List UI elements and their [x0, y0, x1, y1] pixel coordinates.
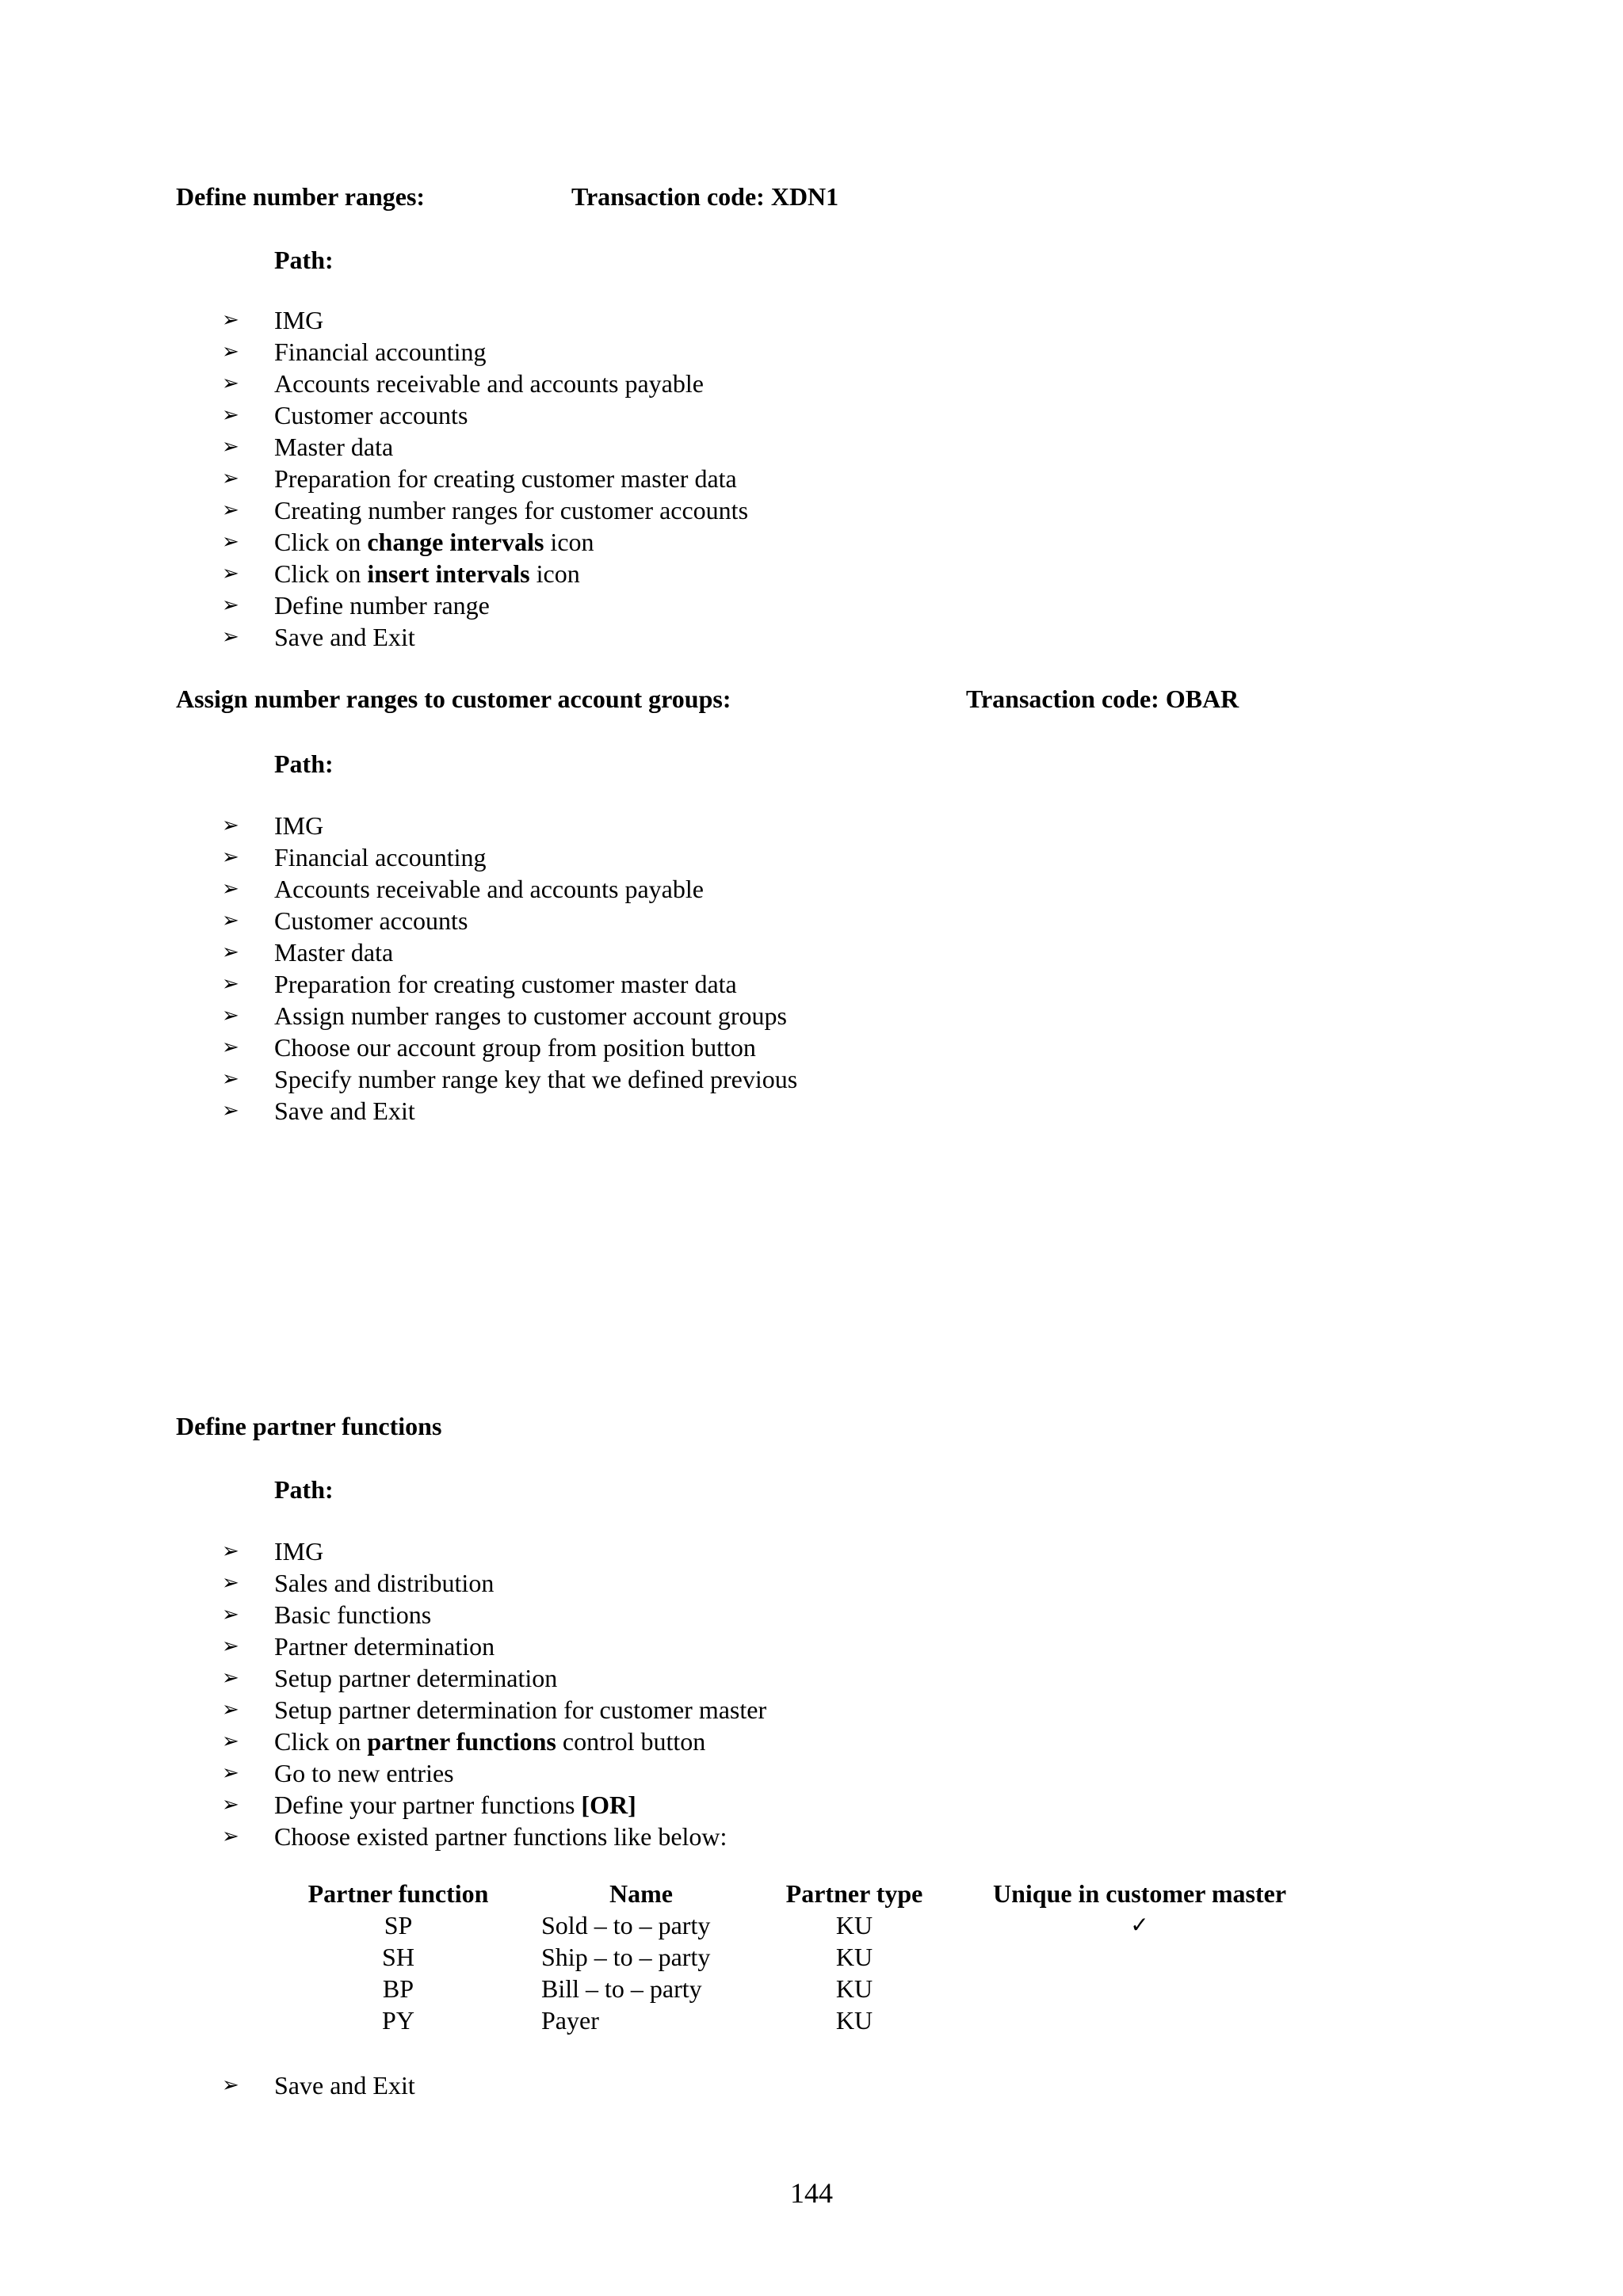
arrow-bullet-icon: ➢ [222, 372, 239, 395]
page-number: 144 [790, 2177, 833, 2209]
step-text-part: Setup partner determination [274, 1664, 558, 1692]
list-item [222, 1032, 797, 1063]
arrow-bullet-icon: ➢ [222, 530, 239, 554]
step-text [274, 589, 490, 621]
list-item [222, 463, 748, 494]
step-text-part: Define your partner functions [274, 1791, 582, 1819]
list-item [222, 494, 748, 526]
arrow-bullet-icon: ➢ [222, 909, 239, 933]
arrow-bullet-icon: ➢ [222, 340, 239, 364]
step-text-part: IMG [274, 306, 324, 334]
step-text [274, 558, 580, 589]
arrow-bullet-icon: ➢ [222, 1666, 239, 1690]
arrow-bullet-icon: ➢ [222, 308, 239, 332]
step-text-part: Save and Exit [274, 623, 415, 651]
arrow-bullet-icon: ➢ [222, 1004, 239, 1028]
arrow-bullet-icon: ➢ [222, 877, 239, 901]
step-text-part: IMG [274, 811, 324, 840]
list-item [222, 2069, 415, 2101]
step-text [274, 1821, 727, 1852]
step-text-part: control button [556, 1727, 706, 1756]
step-text [274, 1567, 494, 1599]
list-item [222, 1757, 766, 1789]
list-item [222, 368, 748, 399]
arrow-bullet-icon: ➢ [222, 593, 239, 617]
step-text-part: Accounts receivable and accounts payable [274, 875, 704, 903]
table-header-row [269, 1878, 1326, 1909]
table-cell: SP [384, 1911, 413, 1939]
step-text-part: Basic functions [274, 1600, 432, 1629]
table-cell [953, 1941, 1326, 1973]
list-item [222, 589, 748, 621]
step-text-part: Partner determination [274, 1632, 495, 1661]
list-item [222, 968, 797, 1000]
step-text-part: icon [529, 559, 580, 588]
step-text-emphasis: insert intervals [367, 559, 530, 588]
table-cell: KU [835, 1911, 873, 1939]
step-text-part: Financial accounting [274, 843, 487, 871]
step-text [274, 431, 393, 463]
transaction-code-xdn1: Transaction code: XDN1 [571, 182, 839, 211]
arrow-bullet-icon: ➢ [222, 625, 239, 649]
step-text [274, 1063, 797, 1095]
table-row [269, 2004, 1326, 2036]
path-label: Path: [274, 246, 334, 274]
table-cell [953, 2004, 1326, 2036]
list-item [222, 873, 797, 905]
table-cell: KU [835, 1943, 873, 1971]
list-item [222, 1599, 766, 1630]
list-item [222, 336, 748, 368]
column-header: Unique in customer master [992, 1879, 1287, 1908]
step-text [274, 1694, 766, 1726]
arrow-bullet-icon: ➢ [222, 2073, 239, 2097]
list-item [222, 558, 748, 589]
list-item [222, 905, 797, 936]
step-text-part: Setup partner determination for customer master [274, 1695, 767, 1724]
step-text-part: Choose existed partner functions like below: [274, 1822, 727, 1851]
list-item [222, 1726, 766, 1757]
table-cell: Payer [541, 2006, 599, 2035]
list-item [222, 841, 797, 873]
list-item [222, 1000, 797, 1032]
list-item [222, 1063, 797, 1095]
step-text: Save and Exit [274, 2071, 415, 2100]
list-item [222, 431, 748, 463]
arrow-bullet-icon: ➢ [222, 1539, 239, 1563]
column-header: Partner function [307, 1879, 489, 1908]
step-text [274, 368, 704, 399]
list-item [222, 621, 748, 653]
arrow-bullet-icon: ➢ [222, 403, 239, 427]
step-text [274, 1599, 431, 1630]
path-label: Path: [274, 749, 334, 778]
step-text-part: Specify number range key that we defined previous [274, 1065, 798, 1093]
arrow-bullet-icon: ➢ [222, 1035, 239, 1059]
step-list [222, 304, 748, 653]
step-text-part: Financial accounting [274, 338, 487, 366]
step-text [274, 304, 323, 336]
step-text [274, 1789, 636, 1821]
step-list [222, 1535, 766, 1852]
step-text [274, 1032, 756, 1063]
table-cell [953, 1973, 1326, 2004]
transaction-code-obar: Transaction code: OBAR [966, 685, 1239, 713]
list-item [222, 1630, 766, 1662]
step-text [274, 526, 594, 558]
step-text-part: icon [544, 528, 594, 556]
arrow-bullet-icon: ➢ [222, 1067, 239, 1091]
list-item [222, 1095, 797, 1127]
section-heading-partner-functions: Define partner functions [176, 1412, 442, 1440]
step-text-emphasis: change intervals [367, 528, 544, 556]
table-cell: Ship – to – party [541, 1943, 711, 1971]
table-cell: PY [382, 2006, 414, 2035]
step-text [274, 336, 486, 368]
column-header: Name [609, 1879, 673, 1908]
list-item [222, 526, 748, 558]
arrow-bullet-icon: ➢ [222, 814, 239, 837]
list-item [222, 1535, 766, 1567]
step-text-part: Creating number ranges for customer accounts [274, 496, 749, 524]
step-text-part: Preparation for creating customer master data [274, 970, 737, 998]
step-text [274, 1726, 705, 1757]
arrow-bullet-icon: ➢ [222, 1730, 239, 1753]
arrow-bullet-icon: ➢ [222, 845, 239, 869]
step-text-part: Define number range [274, 591, 490, 620]
list-item [222, 304, 748, 336]
step-text-part: Click on [274, 1727, 368, 1756]
step-text-part: Choose our account group from position button [274, 1033, 756, 1062]
arrow-bullet-icon: ➢ [222, 1698, 239, 1722]
step-text-part: Assign number ranges to customer account groups [274, 1001, 787, 1030]
list-item [222, 1694, 766, 1726]
step-list [222, 810, 797, 1127]
list-item [222, 936, 797, 968]
step-text [274, 463, 737, 494]
step-text-part: Master data [274, 433, 394, 461]
step-text [274, 1630, 495, 1662]
step-text-part: Master data [274, 938, 394, 967]
step-text [274, 905, 468, 936]
table-row [269, 1973, 1326, 2004]
step-text [274, 841, 486, 873]
partner-functions-table [269, 1878, 1326, 2036]
section-heading-assign-number-ranges: Assign number ranges to customer account groups: [176, 685, 731, 713]
step-text-part: Click on [274, 528, 368, 556]
step-text [274, 1662, 557, 1694]
arrow-bullet-icon: ➢ [222, 562, 239, 585]
table-cell: Sold – to – party [541, 1911, 711, 1939]
list-item [222, 399, 748, 431]
table-cell: BP [382, 1974, 414, 2003]
step-text [274, 1757, 454, 1789]
path-label: Path: [274, 1475, 334, 1504]
step-text [274, 1000, 787, 1032]
step-text [274, 873, 704, 905]
table-cell: SH [382, 1943, 414, 1971]
step-text-emphasis: [OR] [581, 1791, 636, 1819]
step-text [274, 810, 323, 841]
arrow-bullet-icon: ➢ [222, 1099, 239, 1123]
step-text [274, 494, 748, 526]
arrow-bullet-icon: ➢ [222, 467, 239, 490]
step-text-part: Customer accounts [274, 906, 468, 935]
step-text-part: Sales and distribution [274, 1569, 495, 1597]
step-text-part: Go to new entries [274, 1759, 454, 1787]
list-item [222, 1789, 766, 1821]
list-item [222, 1662, 766, 1694]
check-mark-icon: ✓ [1130, 1912, 1149, 1938]
list-item [222, 1821, 766, 1852]
table-row [269, 1941, 1326, 1973]
list-item [222, 810, 797, 841]
step-text-part: Accounts receivable and accounts payable [274, 369, 704, 398]
table-cell: KU [835, 1974, 873, 2003]
arrow-bullet-icon: ➢ [222, 972, 239, 996]
step-text [274, 1535, 323, 1567]
arrow-bullet-icon: ➢ [222, 1825, 239, 1848]
step-text-part: Click on [274, 559, 368, 588]
arrow-bullet-icon: ➢ [222, 498, 239, 522]
step-text-part: Preparation for creating customer master data [274, 464, 737, 493]
table-cell: KU [835, 2006, 873, 2035]
final-step-list [222, 2069, 415, 2101]
column-header: Partner type [785, 1879, 923, 1908]
step-text-part: Save and Exit [274, 1097, 415, 1125]
arrow-bullet-icon: ➢ [222, 1571, 239, 1595]
step-text-part: IMG [274, 1537, 324, 1566]
step-text [274, 621, 415, 653]
arrow-bullet-icon: ➢ [222, 1793, 239, 1817]
step-text [274, 399, 468, 431]
arrow-bullet-icon: ➢ [222, 940, 239, 964]
table-cell: Bill – to – party [541, 1974, 702, 2003]
section-heading-number-ranges: Define number ranges: [176, 182, 426, 211]
arrow-bullet-icon: ➢ [222, 1761, 239, 1785]
step-text [274, 968, 737, 1000]
step-text-emphasis: partner functions [367, 1727, 556, 1756]
step-text [274, 1095, 415, 1127]
arrow-bullet-icon: ➢ [222, 1634, 239, 1658]
step-text [274, 936, 393, 968]
arrow-bullet-icon: ➢ [222, 435, 239, 459]
table-row [269, 1909, 1326, 1941]
arrow-bullet-icon: ➢ [222, 1603, 239, 1627]
list-item [222, 1567, 766, 1599]
step-text-part: Customer accounts [274, 401, 468, 429]
